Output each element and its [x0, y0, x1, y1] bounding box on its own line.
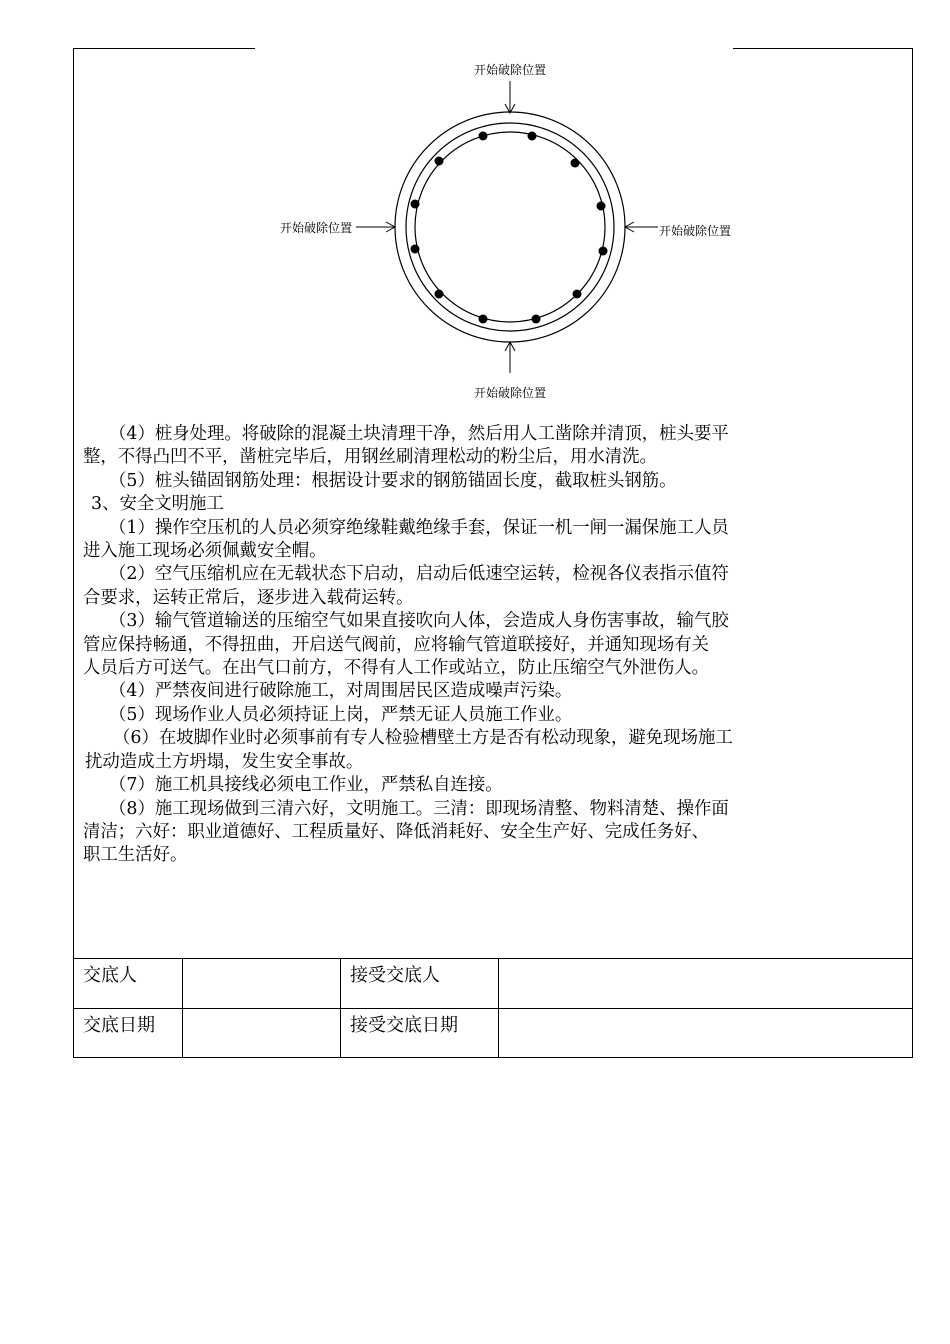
- rebar-dot: [532, 315, 541, 324]
- rebar-dot: [435, 157, 444, 166]
- paragraph-safety-7: （7）施工机具接线必须电工作业，严禁私自连接。: [109, 775, 503, 796]
- rebar-dot: [599, 247, 608, 256]
- paragraph-safety-8: （8）施工现场做到三清六好，文明施工。三清：即现场清整、物料清楚、操作面: [109, 798, 729, 819]
- rebar-dot: [411, 200, 420, 209]
- paragraph-safety-1: （1）操作空压机的人员必须穿绝缘鞋戴绝缘手套，保证一机一闸一漏保施工人员: [109, 517, 729, 538]
- paragraph-safety-8-cont: 清洁；六好：职业道德好、工程质量好、降低消耗好、安全生产好、完成任务好、: [83, 821, 710, 842]
- document-body: [83, 423, 907, 868]
- rebar-dot: [435, 290, 444, 299]
- date-label: 交底日期: [83, 1015, 155, 1036]
- date-value[interactable]: [182, 1008, 340, 1058]
- paragraph-safety-1-cont: 进入施工现场必须佩戴安全帽。: [83, 541, 327, 562]
- rebar-dot: [573, 290, 582, 299]
- rebar-dot: [597, 202, 606, 211]
- label-bottom: 开始破除位置: [473, 386, 547, 400]
- receive-date-label: 接受交底日期: [350, 1015, 458, 1036]
- paragraph-safety-5: （5）现场作业人员必须持证上岗，严禁无证人员施工作业。: [109, 704, 573, 725]
- paragraph-safety-6-cont: 扰动造成土方坍塌，发生安全事故。: [85, 751, 364, 772]
- arrow-left: [356, 222, 395, 232]
- paragraph-pile-body: （4）桩身处理。将破除的混凝土块清理干净，然后用人工凿除并清顶，桩头要平: [109, 424, 729, 444]
- paragraph-pile-body-cont: 整，不得凸凹不平，凿桩完毕后，用钢丝刷清理松动的粉尘后，用水清洗。: [83, 447, 657, 468]
- paragraph-safety-8-cont2: 职工生活好。: [83, 845, 188, 866]
- pile-outer-circle: [395, 112, 625, 342]
- signature-table: [73, 958, 913, 1058]
- label-left: 开始破除位置: [279, 221, 353, 235]
- rebar-dot: [411, 245, 420, 254]
- paragraph-safety-3: （3）输气管道输送的压缩空气如果直接吹向人体，会造成人身伤害事故，输气胶: [109, 611, 729, 632]
- section-heading-safety: 3、安全文明施工: [91, 494, 224, 515]
- rebar-dot: [479, 315, 488, 324]
- paragraph-safety-3-cont: 管应保持畅通，不得扭曲，开启送气阀前，应将输气管道联接好，并通知现场有关: [83, 634, 710, 655]
- pile-inner-circle: [406, 123, 614, 331]
- rebar-dot: [479, 132, 488, 141]
- paragraph-safety-6: （6）在坡脚作业时必须事前有专人检验槽壁土方是否有松动现象，避免现场施工: [113, 728, 733, 749]
- label-right: 开始破除位置: [658, 224, 732, 238]
- arrow-bottom: [505, 342, 515, 373]
- receiver-label: 接受交底人: [350, 965, 440, 986]
- arrow-top: [505, 81, 515, 113]
- paragraph-safety-3-cont2: 人员后方可送气。在出气口前方，不得有人工作或站立，防止压缩空气外泄伤人。: [83, 658, 710, 679]
- paragraph-safety-2-cont: 合要求，运转正常后，逐步进入载荷运转。: [83, 587, 414, 608]
- rebar-dot: [571, 159, 580, 168]
- discloser-label: 交底人: [83, 965, 137, 986]
- arrow-right: [625, 222, 658, 232]
- paragraph-safety-2: （2）空气压缩机应在无载状态下启动，启动后低速空运转，检视各仪表指示值符: [109, 564, 729, 585]
- receive-date-value[interactable]: [498, 1008, 913, 1058]
- paragraph-anchor-rebar: （5）桩头锚固钢筋处理：根据设计要求的钢筋锚固长度，截取桩头钢筋。: [109, 470, 677, 491]
- paragraph-safety-4: （4）严禁夜间进行破除施工，对周围居民区造成噪声污染。: [109, 681, 573, 702]
- receiver-value[interactable]: [498, 958, 913, 1008]
- rebar-dot: [528, 132, 537, 141]
- label-top: 开始破除位置: [473, 63, 547, 77]
- discloser-value[interactable]: [182, 958, 340, 1008]
- rebar-dots: [411, 132, 608, 324]
- pile-breaking-diagram: [270, 55, 750, 410]
